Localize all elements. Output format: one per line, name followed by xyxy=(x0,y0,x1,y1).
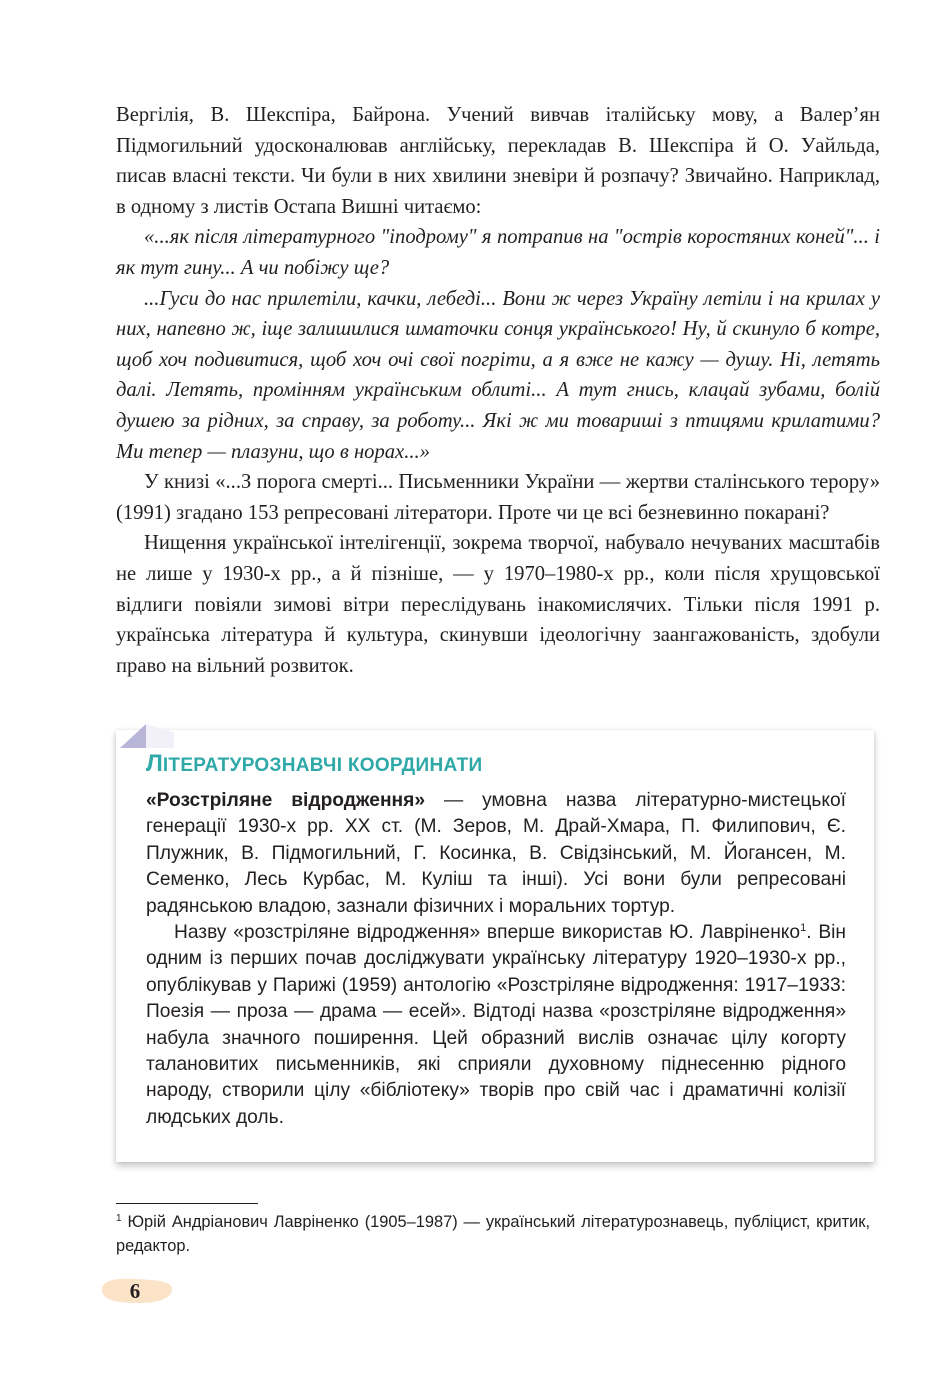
footnote-divider xyxy=(116,1203,258,1204)
sidebar-text xyxy=(146,788,846,1131)
quote-paragraph: ...Гуси до нас прилетіли, качки, лебеді... Вони ж через Україну летіли і на крилах у них, напевно ж, іще залишилися шматочки сонця українського! Ну, й скинуло б котре, щоб хоч подивитися, щоб хоч очі свої погріти, а я вже не кажу — душу. Ні, летять далі. Летять, промінням українським облиті... А тут гнись, клацай зубами, болій душею за рідних, за справу, за роботу... Які ж ми товариші з птицями крилатими? Ми тепер — плазуни, що в норах...» xyxy=(116,287,880,463)
term: «Розстріляне відродження» xyxy=(146,790,426,811)
quote-paragraph: «...як після літературного "іподрому" я потрапив на "острів коростяних коней"... і як тут гину... А чи побіжу ще? xyxy=(116,226,880,279)
text-span: Назву «розстріляне відродження» вперше використав Ю. Лавріненко xyxy=(174,922,801,944)
paragraph xyxy=(146,920,846,1131)
paragraph: У книзі «...З порога смерті... Письменники України — жертви сталінського терору» (1991) згадано 153 репресовані літератори. Проте чи це всі безневинно покарані? xyxy=(116,471,880,524)
main-text xyxy=(116,100,880,681)
definition: — умовна назва літературно-мистецької генерації 1930-х рр. XX ст. (М. Зеров, М. Драй-Хмара, П. Филипович, Є. Плужник, В. Підмогильний, Г. Косинка, В. Свідзінський, М. Йогансен, М. Семенко, Лесь Курбас, М. Куліш та інші). Усі вони були репресовані радянською владою, зазнали фізичних і моральних тортур. xyxy=(146,790,847,917)
footnote-ref: 1 xyxy=(800,922,807,935)
text-span: . Він одним із перших почав досліджувати українську літературу 1920–1930-х рр., опублікував у Парижі (1959) антологію «Розстріляне відродження: 1917–1933: Поезія — проза — драма — есей». Відтоді назва «розстріляне відродження» набула значного поширення. Цей образний вислів означає цілу когорту талановитих письменників, які сприяли духовному піднесенню рідного народу, створили цілу «бібліотеку» творів про свій час і драматичні колізії людських доль. xyxy=(146,922,846,1128)
heading-rest: ІТЕРАТУРОЗНАВЧІ КООРДИНАТИ xyxy=(162,755,483,776)
footnote xyxy=(116,1210,870,1258)
page-curl-corner-icon xyxy=(116,722,174,750)
sidebar-heading xyxy=(146,750,482,780)
definition-paragraph xyxy=(146,788,846,920)
footnote-text: Юрій Андріанович Лавріненко (1905–1987) — український літературознавець, публіцист, критик, редактор. xyxy=(116,1213,870,1255)
paragraph: Нищення української інтелігенції, зокрема творчої, набувало нечуваних масштабів не лише у 1930-х рр., а й пізніше, — у 1970–1980-х рр., коли після хрущовської відлиги повіяли зимові вітри переслідувань інакомислячих. Тільки після 1991 р. українська література й культура, скинувши ідеологічну заангажованість, здобули право на вільний розвиток. xyxy=(116,532,880,677)
page-number: 6 xyxy=(129,1279,141,1303)
paragraph: Вергілія, В. Шекспіра, Байрона. Учений вивчав італійську мову, а Валер’ян Підмогильний удосконалював англійську, перекладав В. Шекспіра й О. Уайльда, писав власні тексти. Чи були в них хвилини зневіри й розпачу? Звичайно. Наприклад, в одному з листів Остапа Вишні читаємо: xyxy=(116,104,880,218)
footnote-marker: 1 xyxy=(116,1213,122,1224)
heading-initial: Л xyxy=(146,750,163,777)
